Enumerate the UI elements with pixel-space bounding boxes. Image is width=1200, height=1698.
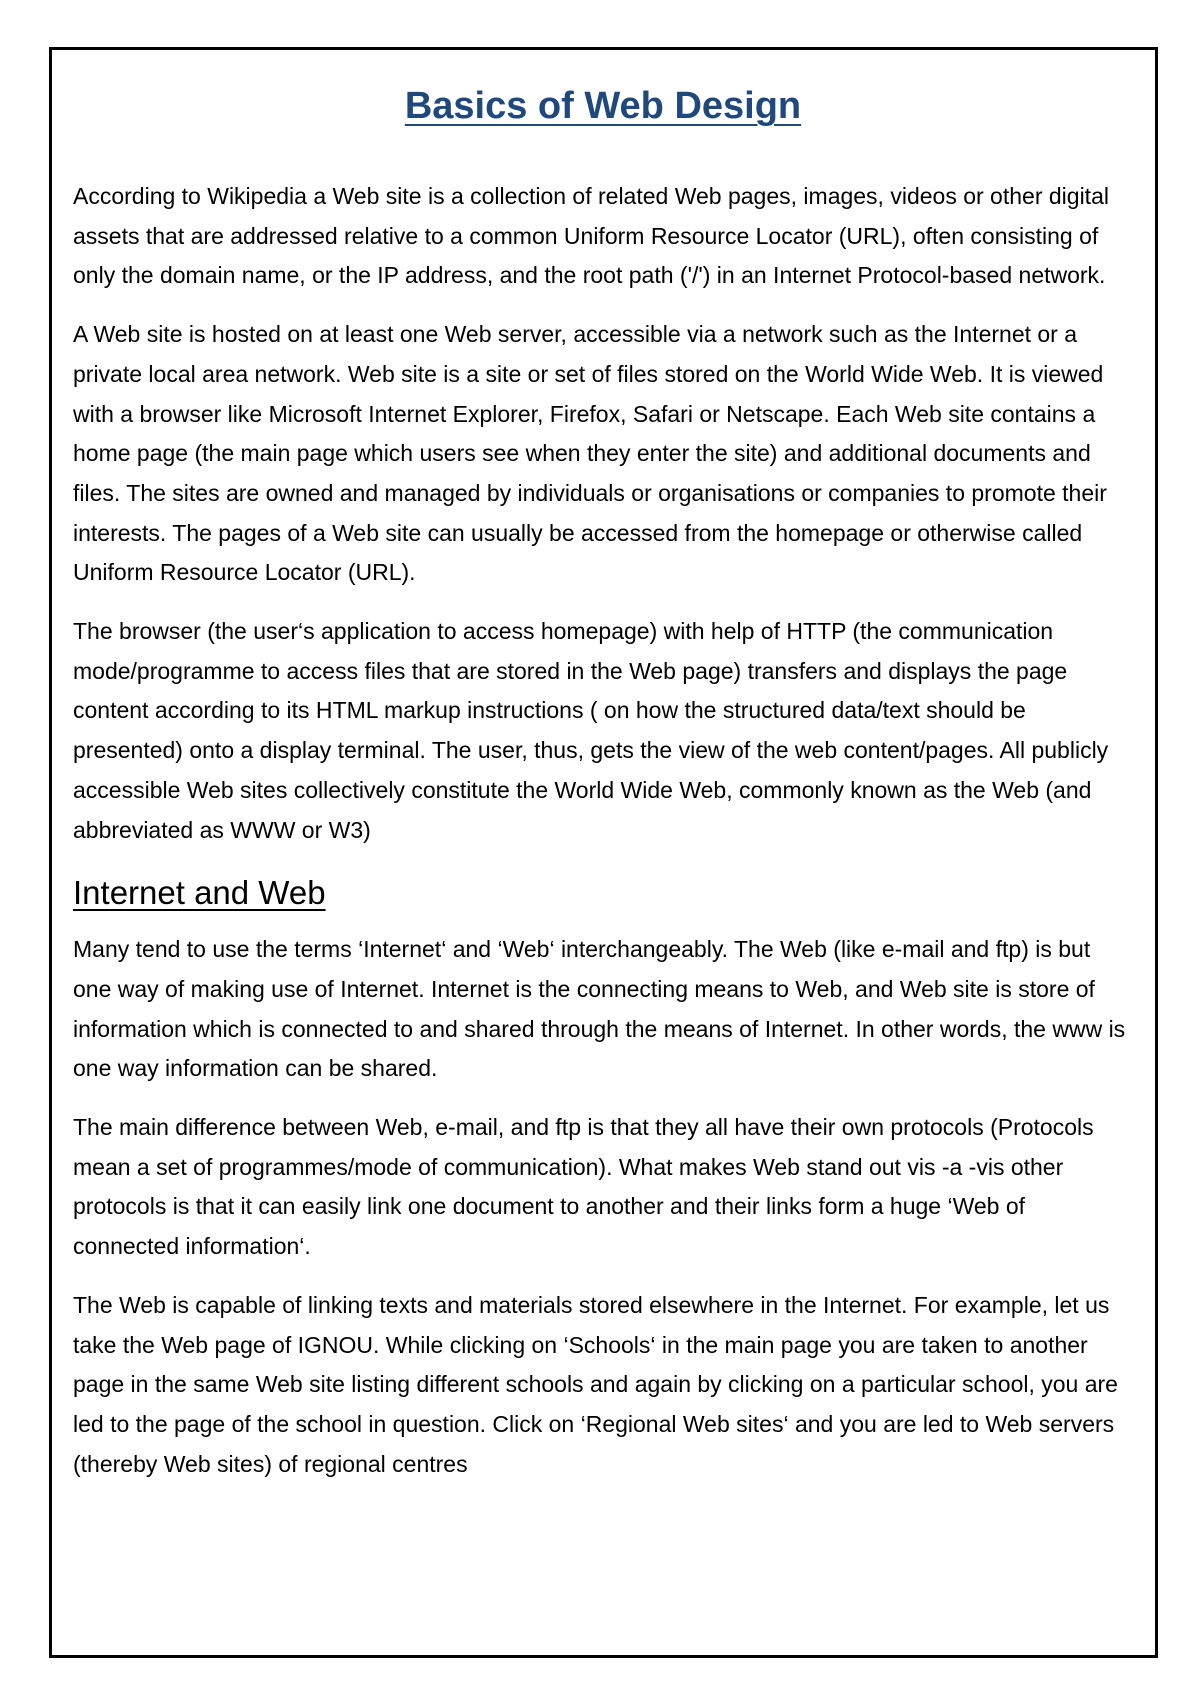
paragraph-internet-vs-web: Many tend to use the terms ‘Internet‘ and ‘Web‘ interchangeably. The Web (like e-mail and ftp) is but one way of making use of Internet. Internet is the connecting means to Web, and Web site is store of information which is connected to and shared through the means of Internet. In other words, the www is one way information can be shared. [73, 936, 1126, 1082]
paragraph-protocols: The main difference between Web, e-mail, and ftp is that they all have their own protocols (Protocols mean a set of programmes/mode of communication). What makes Web stand out vis -a -vis other protocols is that it can easily link one document to another and their links form a huge ‘Web of connected information‘. [73, 1114, 1094, 1260]
paragraph-web-hosting: A Web site is hosted on at least one Web server, accessible via a network such as the Internet or a private local area network. Web site is a site or set of files stored on the World Wide Web. It is viewed with a browser like Microsoft Internet Explorer, Firefox, Safari or Netscape. Each Web site contains a home page (the main page which users see when they enter the site) and additional documents and files. The sites are owned and managed by individuals or organisations or companies to promote their interests. The pages of a Web site can usually be accessed from the homepage or otherwise called Uniform Resource Locator (URL). [73, 321, 1107, 586]
document-body [73, 72, 1133, 1484]
document-title: Basics of Web Design [404, 85, 802, 127]
paragraph-website-definition: According to Wikipedia a Web site is a collection of related Web pages, images, videos or other digital assets that are addressed relative to a common Uniform Resource Locator (URL), often consisting of only the domain name, or the IP address, and the root path ('/') in an Internet Protocol-based network. [73, 183, 1109, 289]
paragraph-browser: The browser (the user‘s application to access homepage) with help of HTTP (the communication mode/programme to access files that are stored in the Web page) transfers and displays the page content according to its HTML markup instructions ( on how the structured data/text should be presented) onto a display terminal. The user, thus, gets the view of the web content/pages. All publicly accessible Web sites collectively constitute the World Wide Web, commonly known as the Web (and abbreviated as WWW or W3) [73, 618, 1109, 843]
paragraph-linking: The Web is capable of linking texts and materials stored elsewhere in the Internet. For example, let us take the Web page of IGNOU. While clicking on ‘Schools‘ in the main page you are taken to another page in the same Web site listing different schools and again by clicking on a particular school, you are led to the page of the school in question. Click on ‘Regional Web sites‘ and you are led to Web servers (thereby Web sites) of regional centres [73, 1291, 1118, 1477]
section-heading-internet-and-web: Internet and Web [73, 874, 326, 912]
